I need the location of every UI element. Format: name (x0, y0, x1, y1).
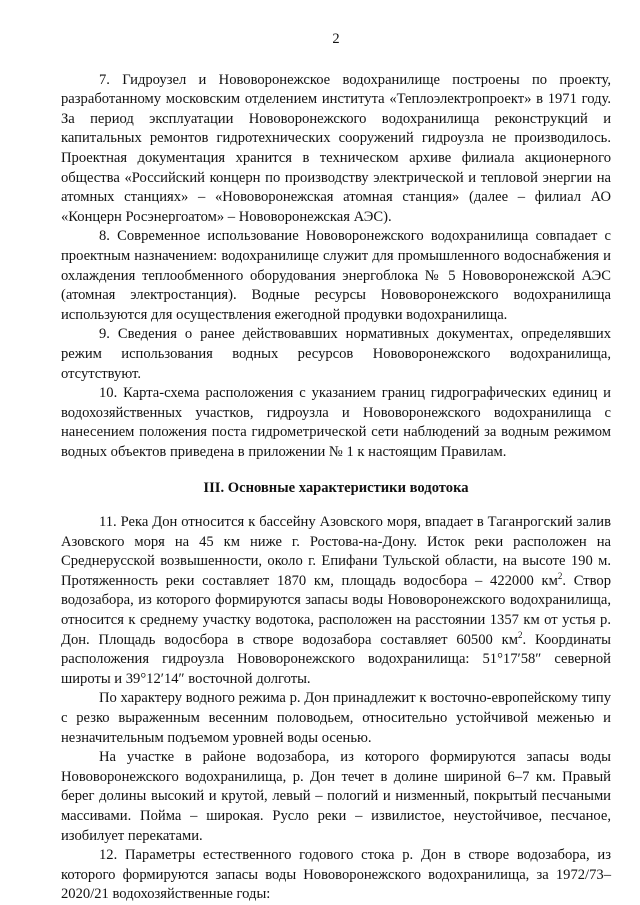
page-number: 2 (332, 31, 340, 47)
paragraph-10: 10. Карта-схема расположения с указанием границ гидрографических единиц и водохозяйственных участков, гидроузла и Нововоронежского водохранилища с нанесением положения поста гидрометрической сети наблюдений за водным режимом водных объектов приведена в приложении № 1 к настоящим Правилам. (61, 385, 611, 460)
paragraph-water-regime: По характеру водного режима р. Дон принадлежит к восточно-европейскому типу с резко выраженным весенним половодьем, относительно устойчивой меженью и незначительным подъемом уровней воды осенью. (61, 690, 611, 746)
paragraph-9: 9. Сведения о ранее действовавших нормативных документах, определявших режим использования водных ресурсов Нововоронежского водохранилища, отсутствуют. (61, 326, 611, 382)
square-superscript: 2 (557, 570, 563, 581)
paragraph-valley: На участке в районе водозабора, из которого формируются запасы воды Нововоронежского водохранилища, р. Дон течет в долине шириной 6–7 км. Правый берег долины высокий и крутой, левый – пологий и низменный, покрытый песчаными массивами. Пойма – широкая. Русло реки – извилистое, неустойчивое, песчаное, изобилует перекатами. (61, 749, 611, 844)
paragraph-11-part3: . Координаты расположения гидроузла Нововоронежского водохранилища: 51°17′58″ северной широты и 39°12′14″ восточной долготы. (61, 631, 611, 687)
paragraph-7: 7. Гидроузел и Нововоронежское водохранилище построены по проекту, разработанному московским отделением института «Теплоэлектропроект» в 1971 году. За период эксплуатации Нововоронежского водохранилища реконструкций и капитальных ремонтов гидротехнических сооружений гидроузла не производилось. Проектная документация хранится в техническом архиве филиала акционерного общества «Российский концерн по производству электрической и тепловой энергии на атомных станциях» – «Нововоронежская атомная станция» (далее – филиал АО «Концерн Росэнергоатом» – Нововоронежская АЭС). (61, 71, 611, 225)
square-superscript: 2 (517, 629, 523, 640)
paragraph-11-part1: 11. Река Дон относится к бассейну Азовского моря, впадает в Таганрогский залив Азовского моря на 45 км ниже г. Ростова-на-Дону. Исток реки расположен на Среднерусской возвышенности, около г. Епифани Тульской области, на высоте 190 м. Протяженность реки составляет 1870 км, площадь водосбора – 422000 км (61, 514, 611, 589)
paragraph-12: 12. Параметры естественного годового стока р. Дон в створе водозабора, из которого формируются запасы воды Нововоронежского водохранилища, за 1972/73–2020/21 водохозяйственные годы: (61, 847, 611, 903)
paragraph-11-part2: . Створ водозабора, из которого формируются запасы воды Нововоронежского водохранилища, относится к среднему участку водотока, расположен на расстоянии 1357 км от устья р. Дон. Площадь водосбора в створе водозабора составляет 60500 км (61, 572, 611, 648)
paragraph-8: 8. Современное использование Нововоронежского водохранилища совпадает с проектным назначением: водохранилище служит для промышленного водоснабжения и охлаждения теплообменного оборудования энергоблока № 5 Нововоронежской АЭС (атомная электростанция). Водные ресурсы Нововоронежского водохранилища используются для осуществления ежегодной продувки водохранилища. (61, 228, 611, 323)
section-heading: III. Основные характеристики водотока (203, 480, 469, 497)
document-page (61, 30, 611, 905)
paragraph-11 (61, 513, 611, 689)
